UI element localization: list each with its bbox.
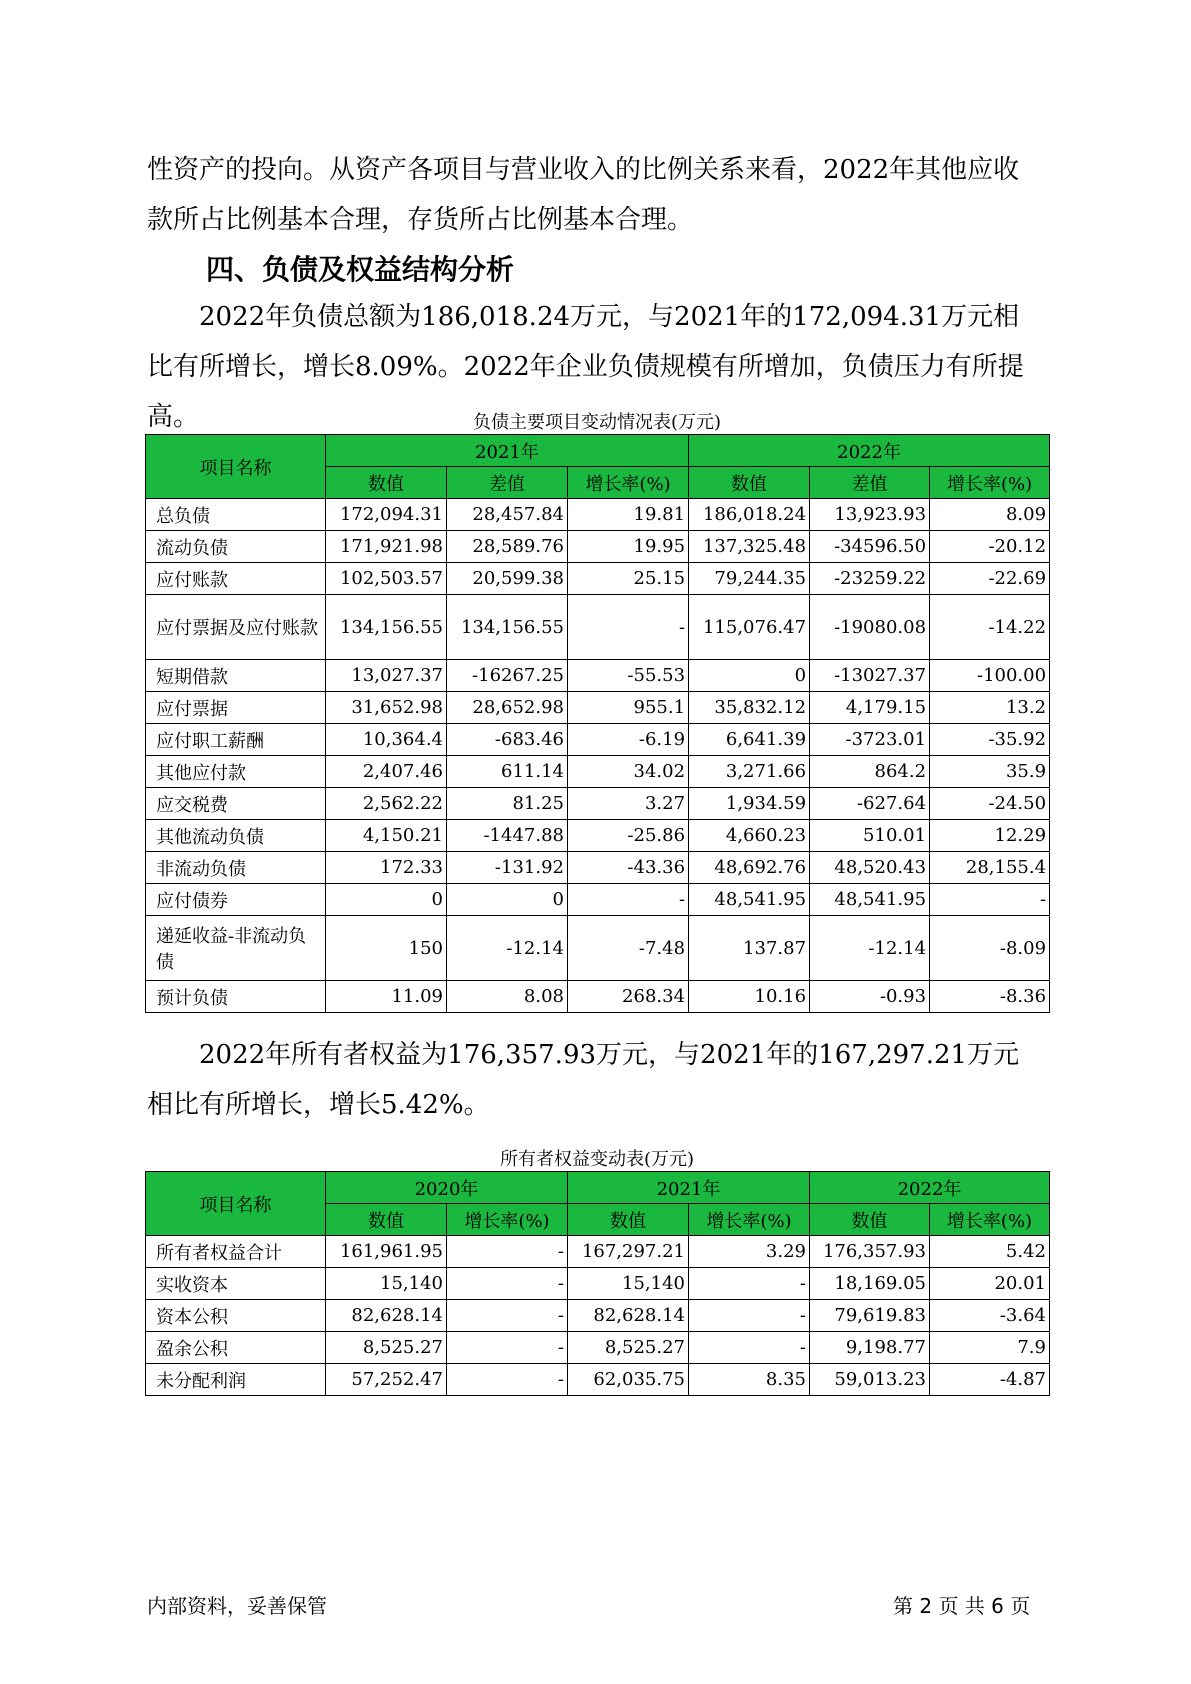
liability-table-caption: 负债主要项目变动情况表(万元): [472, 412, 722, 433]
liability-paragraph: 2022年负债总额为186,018.24万元，与2021年的172,094.31万元相比有所增长，增长8.09%。2022年企业负债规模有所增加，负债压力有所提高。: [147, 302, 1024, 432]
rate-header: 增长率(%): [930, 467, 1050, 499]
row-label: 应付职工薪酬: [146, 724, 326, 756]
table-cell: -14.22: [930, 595, 1050, 660]
table-cell: 3.27: [568, 788, 689, 820]
table-row: [146, 788, 1050, 820]
table-cell: 28,589.76: [447, 531, 568, 563]
value-header: 数值: [810, 1204, 930, 1236]
footer-confidential-note: 内部资料，妥善保管: [147, 1594, 327, 1618]
row-label: 应付债券: [146, 884, 326, 916]
row-label: 应付票据: [146, 692, 326, 724]
table-row: [146, 1300, 1050, 1332]
table-cell: 79,619.83: [810, 1300, 930, 1332]
table-row: [146, 916, 1050, 981]
table-cell: -16267.25: [447, 660, 568, 692]
year-header-2021: 2021年: [568, 1172, 810, 1204]
table-cell: 167,297.21: [568, 1236, 689, 1268]
table-cell: -627.64: [810, 788, 930, 820]
table-cell: 5.42: [930, 1236, 1050, 1268]
table-cell: 134,156.55: [326, 595, 447, 660]
table-cell: 2,407.46: [326, 756, 447, 788]
rate-header: 增长率(%): [930, 1204, 1050, 1236]
table-row: [146, 563, 1050, 595]
table-cell: 115,076.47: [689, 595, 810, 660]
row-label: 其他应付款: [146, 756, 326, 788]
section-heading: 四、负债及权益结构分析: [206, 253, 515, 286]
table-cell: -8.36: [930, 981, 1050, 1013]
table-cell: 81.25: [447, 788, 568, 820]
diff-header: 差值: [810, 467, 930, 499]
table-cell: -35.92: [930, 724, 1050, 756]
table-cell: 150: [326, 916, 447, 981]
value-header: 数值: [326, 467, 447, 499]
table-cell: 62,035.75: [568, 1364, 689, 1396]
row-label: 递延收益-非流动负债: [146, 916, 326, 981]
table-cell: 510.01: [810, 820, 930, 852]
table-cell: 4,660.23: [689, 820, 810, 852]
table-cell: 48,541.95: [689, 884, 810, 916]
table-row: [146, 531, 1050, 563]
table-cell: -8.09: [930, 916, 1050, 981]
table-cell: -43.36: [568, 852, 689, 884]
table-cell: -4.87: [930, 1364, 1050, 1396]
table-cell: -3.64: [930, 1300, 1050, 1332]
table-cell: 79,244.35: [689, 563, 810, 595]
table-cell: 8,525.27: [326, 1332, 447, 1364]
table-cell: -7.48: [568, 916, 689, 981]
table-cell: 186,018.24: [689, 499, 810, 531]
rate-header: 增长率(%): [689, 1204, 810, 1236]
table-cell: -3723.01: [810, 724, 930, 756]
table-cell: 57,252.47: [326, 1364, 447, 1396]
table-cell: 171,921.98: [326, 531, 447, 563]
equity-table: [145, 1171, 1050, 1396]
table-cell: 59,013.23: [810, 1364, 930, 1396]
table-cell: -131.92: [447, 852, 568, 884]
table-row: [146, 499, 1050, 531]
table-cell: 4,179.15: [810, 692, 930, 724]
table-cell: 3.29: [689, 1236, 810, 1268]
table-cell: -: [447, 1332, 568, 1364]
table-cell: -6.19: [568, 724, 689, 756]
table-cell: -19080.08: [810, 595, 930, 660]
table-cell: 82,628.14: [568, 1300, 689, 1332]
liability-table: [145, 434, 1050, 1013]
item-name-header: 项目名称: [146, 1172, 326, 1236]
table-row: [146, 852, 1050, 884]
table-cell: -: [689, 1268, 810, 1300]
table-row: [146, 595, 1050, 660]
table-cell: -13027.37: [810, 660, 930, 692]
row-label: 其他流动负债: [146, 820, 326, 852]
table-cell: -20.12: [930, 531, 1050, 563]
table-cell: 172,094.31: [326, 499, 447, 531]
table-row: [146, 1332, 1050, 1364]
table-cell: 0: [689, 660, 810, 692]
table-cell: 12.29: [930, 820, 1050, 852]
table-cell: 176,357.93: [810, 1236, 930, 1268]
row-label: 盈余公积: [146, 1332, 326, 1364]
table-row: [146, 884, 1050, 916]
table-cell: -: [568, 595, 689, 660]
table-cell: 48,692.76: [689, 852, 810, 884]
table-row: [146, 1364, 1050, 1396]
table-cell: -683.46: [447, 724, 568, 756]
table-cell: 20.01: [930, 1268, 1050, 1300]
row-label: 非流动负债: [146, 852, 326, 884]
table-cell: 82,628.14: [326, 1300, 447, 1332]
table-cell: -0.93: [810, 981, 930, 1013]
table-cell: 3,271.66: [689, 756, 810, 788]
table-cell: 19.95: [568, 531, 689, 563]
table-cell: 48,520.43: [810, 852, 930, 884]
table-cell: -12.14: [447, 916, 568, 981]
table-cell: 8.35: [689, 1364, 810, 1396]
row-label: 实收资本: [146, 1268, 326, 1300]
table-cell: -34596.50: [810, 531, 930, 563]
table-cell: 8,525.27: [568, 1332, 689, 1364]
table-cell: 8.09: [930, 499, 1050, 531]
table-cell: 1,934.59: [689, 788, 810, 820]
table-cell: 8.08: [447, 981, 568, 1013]
table-cell: -: [689, 1332, 810, 1364]
table-row: [146, 660, 1050, 692]
table-cell: 611.14: [447, 756, 568, 788]
table-cell: 13,027.37: [326, 660, 447, 692]
table-row: [146, 981, 1050, 1013]
table-cell: 28,457.84: [447, 499, 568, 531]
table-cell: 134,156.55: [447, 595, 568, 660]
table-cell: 35.9: [930, 756, 1050, 788]
table-cell: -: [447, 1300, 568, 1332]
table-cell: 268.34: [568, 981, 689, 1013]
table-cell: 13.2: [930, 692, 1050, 724]
table-row: [146, 1268, 1050, 1300]
table-cell: 18,169.05: [810, 1268, 930, 1300]
row-label: 应交税费: [146, 788, 326, 820]
table-cell: 2,562.22: [326, 788, 447, 820]
row-label: 应付票据及应付账款: [146, 595, 326, 660]
table-cell: 955.1: [568, 692, 689, 724]
table-cell: 161,961.95: [326, 1236, 447, 1268]
table-cell: 11.09: [326, 981, 447, 1013]
table-cell: -: [689, 1300, 810, 1332]
equity-table-caption: 所有者权益变动表(万元): [499, 1149, 695, 1170]
row-label: 短期借款: [146, 660, 326, 692]
table-cell: 10,364.4: [326, 724, 447, 756]
table-cell: 137,325.48: [689, 531, 810, 563]
value-header: 数值: [568, 1204, 689, 1236]
table-cell: 13,923.93: [810, 499, 930, 531]
table-cell: -1447.88: [447, 820, 568, 852]
table-cell: 25.15: [568, 563, 689, 595]
year-header-2022: 2022年: [689, 435, 1050, 467]
value-header: 数值: [689, 467, 810, 499]
year-header-2021: 2021年: [326, 435, 689, 467]
table-row: [146, 756, 1050, 788]
table-cell: 28,155.4: [930, 852, 1050, 884]
table-cell: -12.14: [810, 916, 930, 981]
diff-header: 差值: [447, 467, 568, 499]
table-cell: 0: [447, 884, 568, 916]
value-header: 数值: [326, 1204, 447, 1236]
rate-header: 增长率(%): [447, 1204, 568, 1236]
intro-paragraph: 性资产的投向。从资产各项目与营业收入的比例关系来看，2022年其他应收款所占比例基本合理，存货所占比例基本合理。: [147, 155, 1020, 235]
table-cell: -23259.22: [810, 563, 930, 595]
table-row: [146, 724, 1050, 756]
table-row: [146, 1236, 1050, 1268]
table-cell: 9,198.77: [810, 1332, 930, 1364]
table-cell: -24.50: [930, 788, 1050, 820]
table-cell: 48,541.95: [810, 884, 930, 916]
table-cell: -: [930, 884, 1050, 916]
table-row: [146, 820, 1050, 852]
row-label: 预计负债: [146, 981, 326, 1013]
row-label: 资本公积: [146, 1300, 326, 1332]
table-cell: -: [447, 1268, 568, 1300]
table-cell: -25.86: [568, 820, 689, 852]
row-label: 未分配利润: [146, 1364, 326, 1396]
table-cell: 15,140: [568, 1268, 689, 1300]
row-label: 流动负债: [146, 531, 326, 563]
table-cell: -22.69: [930, 563, 1050, 595]
table-cell: 0: [326, 884, 447, 916]
year-header-2020: 2020年: [326, 1172, 568, 1204]
table-cell: 20,599.38: [447, 563, 568, 595]
table-cell: 4,150.21: [326, 820, 447, 852]
table-cell: 864.2: [810, 756, 930, 788]
row-label: 总负债: [146, 499, 326, 531]
equity-paragraph: 2022年所有者权益为176,357.93万元，与2021年的167,297.21万元相比有所增长，增长5.42%。: [147, 1040, 1020, 1120]
table-cell: 31,652.98: [326, 692, 447, 724]
footer-page-number: 第 2 页 共 6 页: [893, 1594, 1031, 1618]
year-header-2022: 2022年: [810, 1172, 1050, 1204]
table-cell: 137.87: [689, 916, 810, 981]
table-cell: -55.53: [568, 660, 689, 692]
item-name-header: 项目名称: [146, 435, 326, 499]
table-cell: 19.81: [568, 499, 689, 531]
table-cell: -: [568, 884, 689, 916]
table-cell: -: [447, 1364, 568, 1396]
rate-header: 增长率(%): [568, 467, 689, 499]
table-cell: 6,641.39: [689, 724, 810, 756]
table-cell: -100.00: [930, 660, 1050, 692]
table-cell: 28,652.98: [447, 692, 568, 724]
table-cell: 7.9: [930, 1332, 1050, 1364]
table-cell: 15,140: [326, 1268, 447, 1300]
row-label: 应付账款: [146, 563, 326, 595]
table-cell: 35,832.12: [689, 692, 810, 724]
table-cell: 172.33: [326, 852, 447, 884]
table-cell: 34.02: [568, 756, 689, 788]
table-cell: -: [447, 1236, 568, 1268]
table-row: [146, 692, 1050, 724]
table-cell: 102,503.57: [326, 563, 447, 595]
row-label: 所有者权益合计: [146, 1236, 326, 1268]
table-cell: 10.16: [689, 981, 810, 1013]
